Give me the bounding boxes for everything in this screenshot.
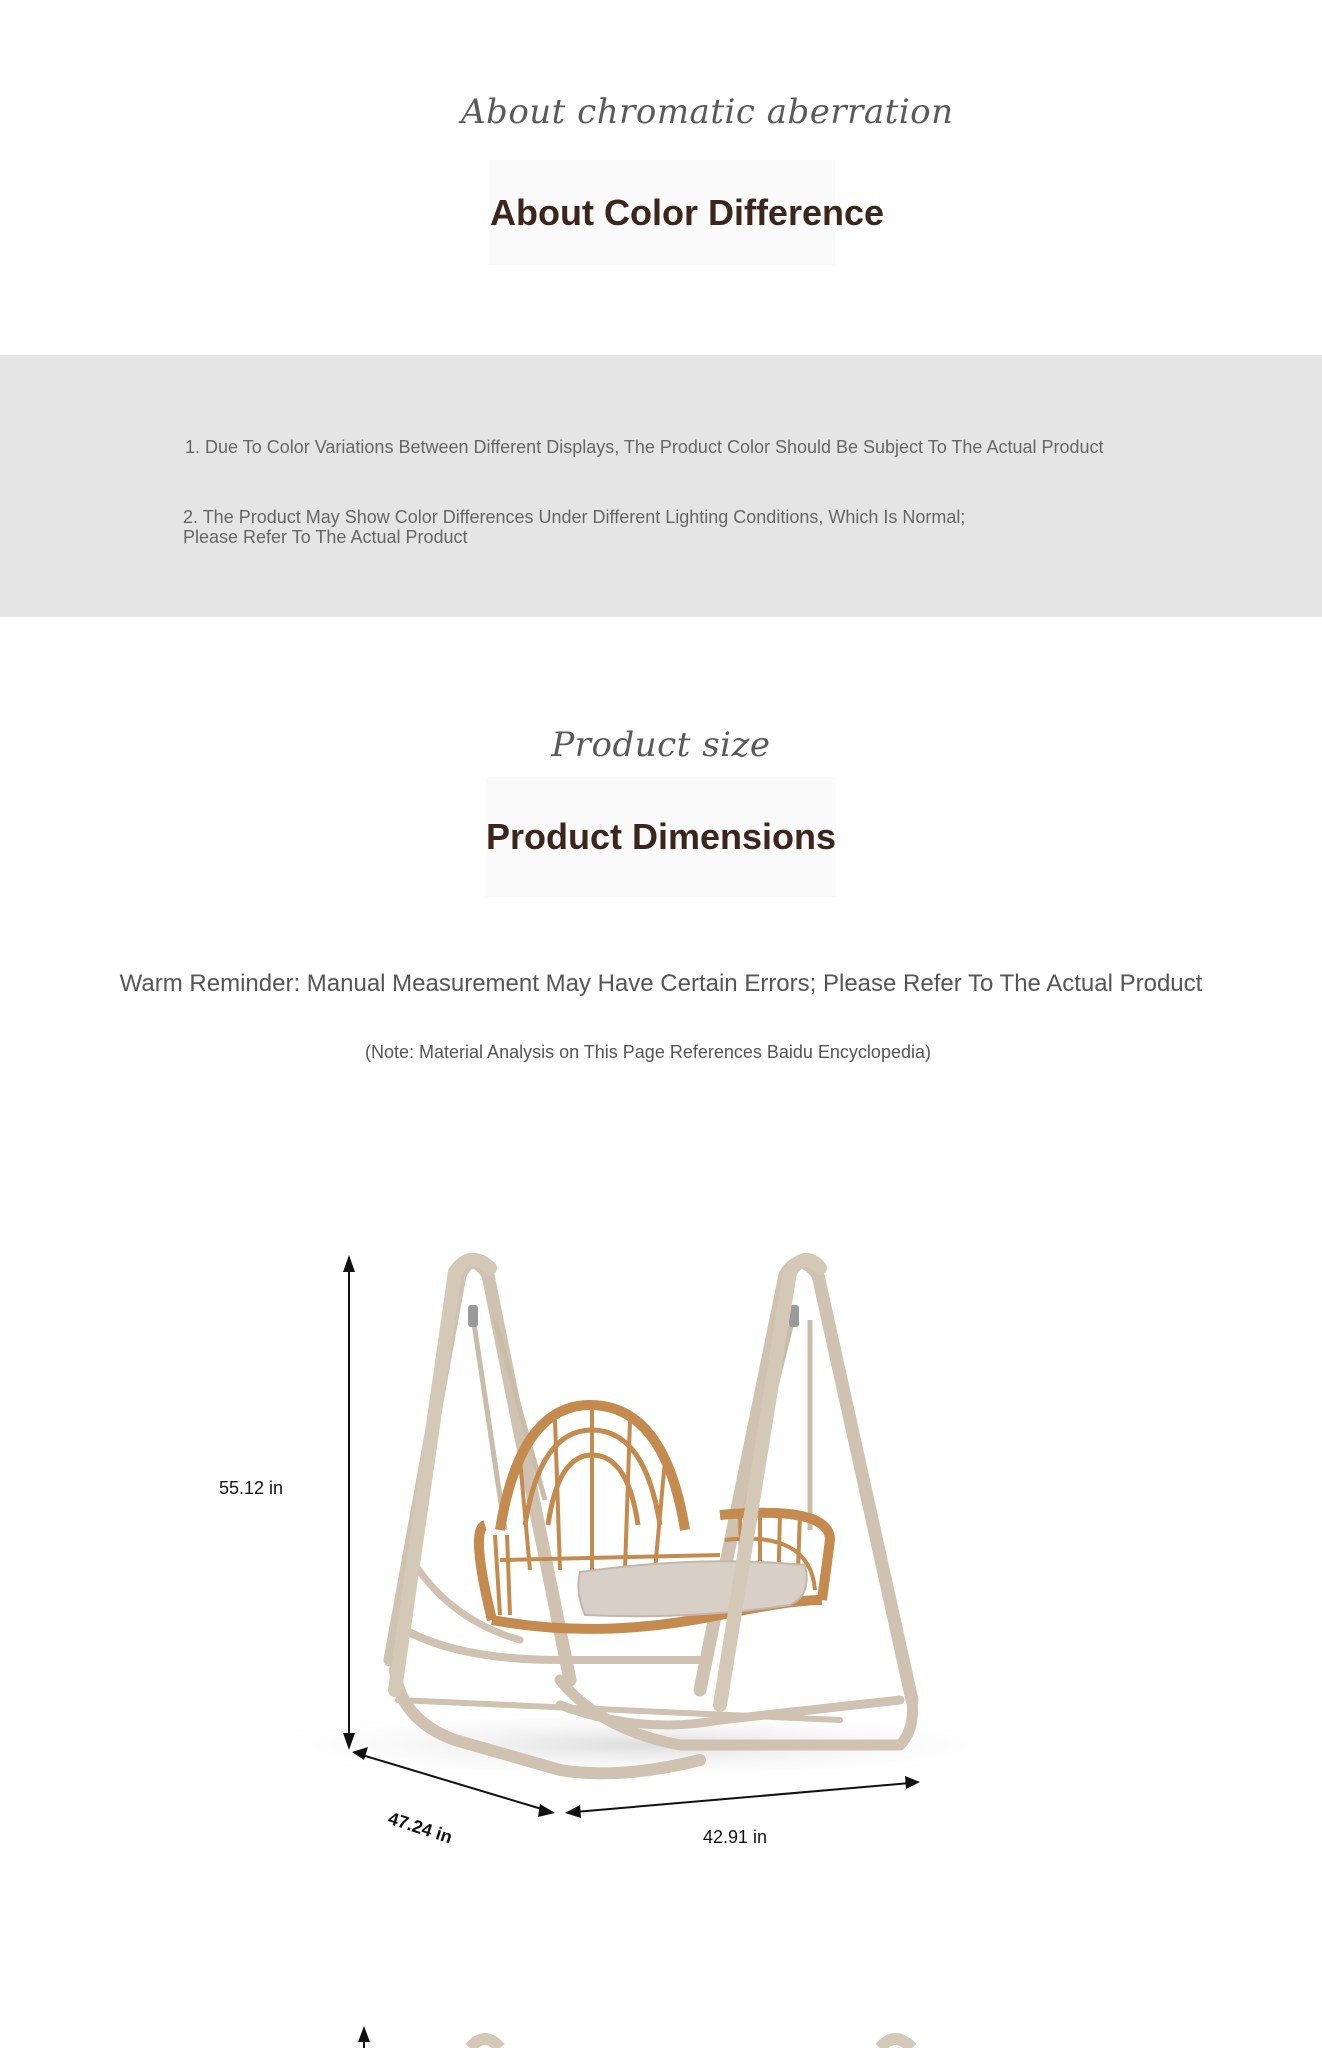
swing-frame [390,1263,913,1774]
depth-dimension-label: 47.24 in [385,1808,455,1848]
next-figure-preview [0,2020,1322,2048]
seat-cushion [578,1561,806,1616]
color-note-3: Please Refer To The Actual Product [183,527,468,547]
height-dimension-label: 55.12 in [219,1478,284,1498]
swing-chair-figure [0,1200,1322,2048]
hanger-hooks [468,1305,799,1327]
color-note-1: 1. Due To Color Variations Between Different Displays, The Product Color Should Be Subject To The Actual Product [185,437,1104,457]
material-note: (Note: Material Analysis on This Page References Baidu Encyclopedia) [365,1042,931,1062]
size-heading: Product Dimensions [486,777,836,897]
color-note-2: 2. The Product May Show Color Differences Under Different Lighting Conditions, Which Is Normal; [183,507,966,527]
color-heading: About Color Difference [490,160,835,265]
color-notes-band [0,355,1322,617]
size-script-title: Product size [551,725,771,765]
warm-reminder: Warm Reminder: Manual Measurement May Have Certain Errors; Please Refer To The Actual Product [119,970,1203,997]
front-legs [395,1260,820,1705]
color-script-title: About chromatic aberration [461,92,954,132]
width-dimension-label: 42.91 in [703,1827,768,1847]
